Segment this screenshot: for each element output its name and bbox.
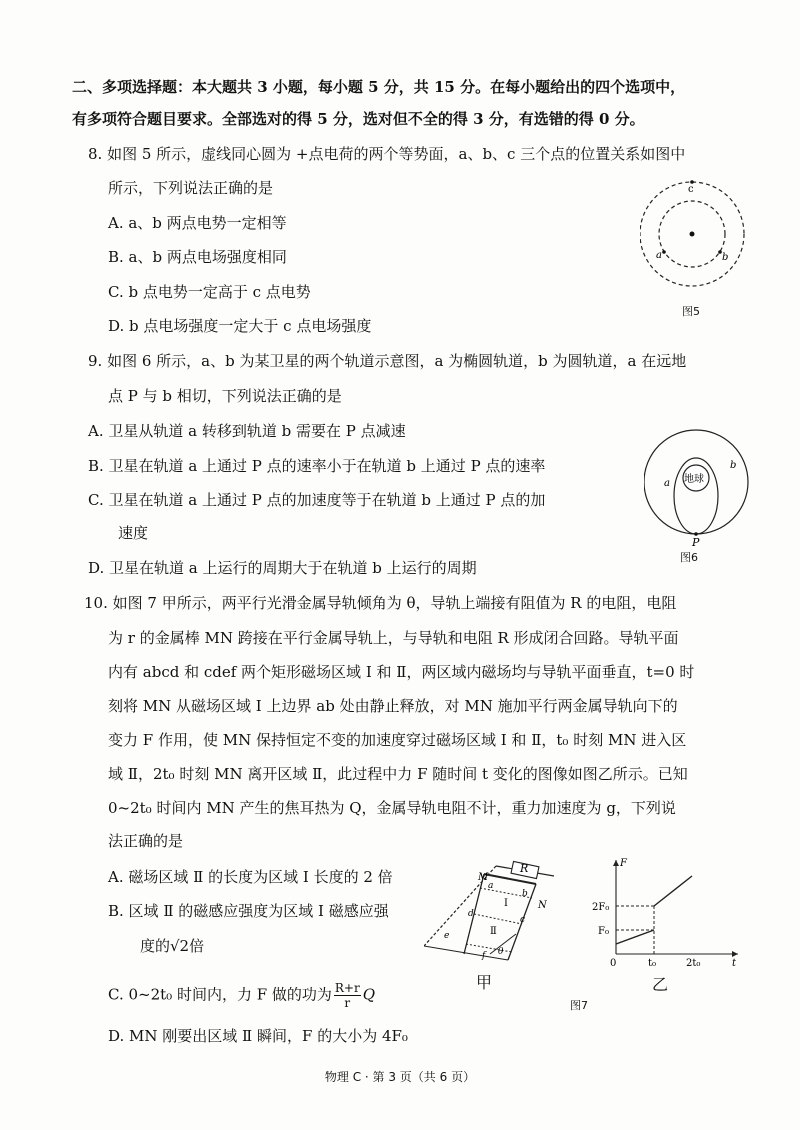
figure-label: a — [488, 881, 494, 891]
q9-option-d: D. 卫星在轨道 a 上运行的周期大于在轨道 b 上运行的周期 — [88, 559, 477, 577]
figure-label: b — [522, 889, 528, 899]
q10-option-d: D. MN 刚要出区域 Ⅱ 瞬间，F 的大小为 4F₀ — [108, 1027, 408, 1045]
q8-option-a: A. a、b 两点电势一定相等 — [108, 214, 287, 232]
label-b: b — [722, 252, 729, 263]
figure-5-caption: 图5 — [682, 305, 700, 318]
q9-option-c-line2: 速度 — [118, 524, 149, 542]
q10-option-c-prefix: C. 0~2t₀ 时间内，力 F 做的功为 — [108, 985, 332, 1004]
q10-stem-line1: 10. 如图 7 甲所示，两平行光滑金属导轨倾角为 θ，导轨上端接有阻值为 R 的电阻，电阻 — [84, 594, 677, 612]
q10-stem-line3: 内有 abcd 和 cdef 两个矩形磁场区域 Ⅰ 和 Ⅱ，两区域内磁场均与导轨平面垂直，t=0 时 — [108, 663, 695, 681]
q8-option-b: B. a、b 两点电场强度相同 — [108, 248, 287, 266]
q9-option-a: A. 卫星从轨道 a 转移到轨道 b 需要在 P 点减速 — [88, 422, 406, 440]
figure-label: N — [538, 900, 547, 911]
q10-option-b-line2: 度的√2倍 — [140, 937, 205, 955]
q8-stem-line2: 所示，下列说法正确的是 — [108, 179, 274, 197]
figure-label: 2t₀ — [686, 958, 701, 969]
section-header-line2: 有多项符合题目要求。全部选对的得 5 分，选对但不全的得 3 分，有选错的得 0 分。 — [72, 110, 645, 128]
fraction-denominator: r — [344, 996, 351, 1010]
figure-label: f — [482, 951, 486, 961]
label-b: b — [730, 460, 737, 471]
figure-6-orbits — [644, 418, 754, 548]
figure-7-yi-label: 乙 — [652, 975, 669, 994]
fraction-numerator: R+r — [334, 981, 360, 995]
figure-label: M — [478, 872, 489, 883]
label-a: a — [656, 250, 662, 261]
q9-option-c-line1: C. 卫星在轨道 a 上通过 P 点的加速度等于在轨道 b 上通过 P 点的加 — [88, 491, 546, 509]
q9-stem-line2: 点 P 与 b 相切，下列说法正确的是 — [108, 387, 342, 405]
figure-label: θ — [498, 947, 504, 957]
q8-option-c: C. b 点电势一定高于 c 点电势 — [108, 283, 311, 301]
q10-stem-line6: 域 Ⅱ，2t₀ 时刻 MN 离开区域 Ⅱ，此过程中力 F 随时间 t 变化的图像如图乙所示。已知 — [108, 765, 688, 783]
q10-option-c — [108, 981, 375, 1010]
label-earth: 地球 — [684, 474, 704, 485]
figure-label: F₀ — [598, 926, 609, 937]
q10-stem-line5: 变力 F 作用，使 MN 保持恒定不变的加速度穿过磁场区域 Ⅰ 和 Ⅱ，t₀ 时刻 MN 进入区 — [108, 731, 687, 749]
q10-stem-line4: 刻将 MN 从磁场区域 Ⅰ 上边界 ab 处由静止释放，对 MN 施加平行两金属导轨向下的 — [108, 697, 678, 715]
figure-label: t₀ — [648, 958, 657, 969]
point-charge — [690, 232, 695, 237]
q10-stem-line8: 法正确的是 — [108, 832, 184, 850]
q10-option-a: A. 磁场区域 Ⅱ 的长度为区域 Ⅰ 长度的 2 倍 — [108, 868, 393, 886]
figure-label: c — [520, 915, 526, 925]
page-footer: 物理 C · 第 3 页（共 6 页） — [324, 1070, 476, 1084]
q8-stem-line1: 8. 如图 5 所示，虚线同心圆为 +点电荷的两个等势面，a、b、c 三个点的位置关系如图中 — [88, 145, 686, 163]
label-a: a — [664, 478, 670, 489]
figure-label: 2F₀ — [592, 902, 610, 913]
q10-stem-line7: 0~2t₀ 时间内 MN 产生的焦耳热为 Q，金属导轨电阻不计，重力加速度为 g，下列说 — [108, 799, 676, 817]
q8-option-d: D. b 点电场强度一定大于 c 点电场强度 — [108, 317, 372, 335]
f-t-segment-1 — [616, 930, 654, 944]
figure-7-jia-inclined-rails — [424, 858, 564, 968]
section-header-line1: 二、多项选择题：本大题共 3 小题，每小题 5 分，共 15 分。在每小题给出的四个选项中， — [72, 78, 686, 96]
q10-option-c-suffix: Q — [362, 985, 376, 1004]
q9-stem-line1: 9. 如图 6 所示，a、b 为某卫星的两个轨道示意图，a 为椭圆轨道，b 为圆轨道，a 在远地 — [88, 352, 687, 370]
figure-label: R — [520, 862, 529, 875]
label-p: P — [692, 536, 700, 548]
figure-label: t — [732, 958, 737, 969]
figure-7-yi-f-t-graph — [592, 854, 742, 974]
q10-stem-line2: 为 r 的金属棒 MN 跨接在平行金属导轨上，与导轨和电阻 R 形成闭合回路。导轨平面 — [108, 629, 679, 647]
figure-label: Ⅱ — [490, 926, 497, 937]
f-t-segment-2 — [654, 876, 692, 906]
q9-option-b: B. 卫星在轨道 a 上通过 P 点的速率小于在轨道 b 上通过 P 点的速率 — [88, 457, 546, 475]
label-c: c — [688, 184, 694, 195]
figure-label: d — [468, 909, 474, 919]
figure-label: e — [444, 931, 450, 941]
q10-option-c-fraction — [334, 981, 361, 1010]
figure-7-caption: 图7 — [570, 999, 588, 1012]
q10-option-b-line1: B. 区域 Ⅱ 的磁感应强度为区域 Ⅰ 磁感应强 — [108, 902, 389, 920]
figure-label: F — [620, 858, 627, 869]
figure-label: 0 — [610, 958, 617, 969]
figure-5-equipotential-circles — [640, 172, 750, 292]
figure-7-jia-label: 甲 — [476, 973, 493, 992]
figure-6-caption: 图6 — [680, 551, 698, 564]
figure-label: Ⅰ — [504, 898, 508, 909]
